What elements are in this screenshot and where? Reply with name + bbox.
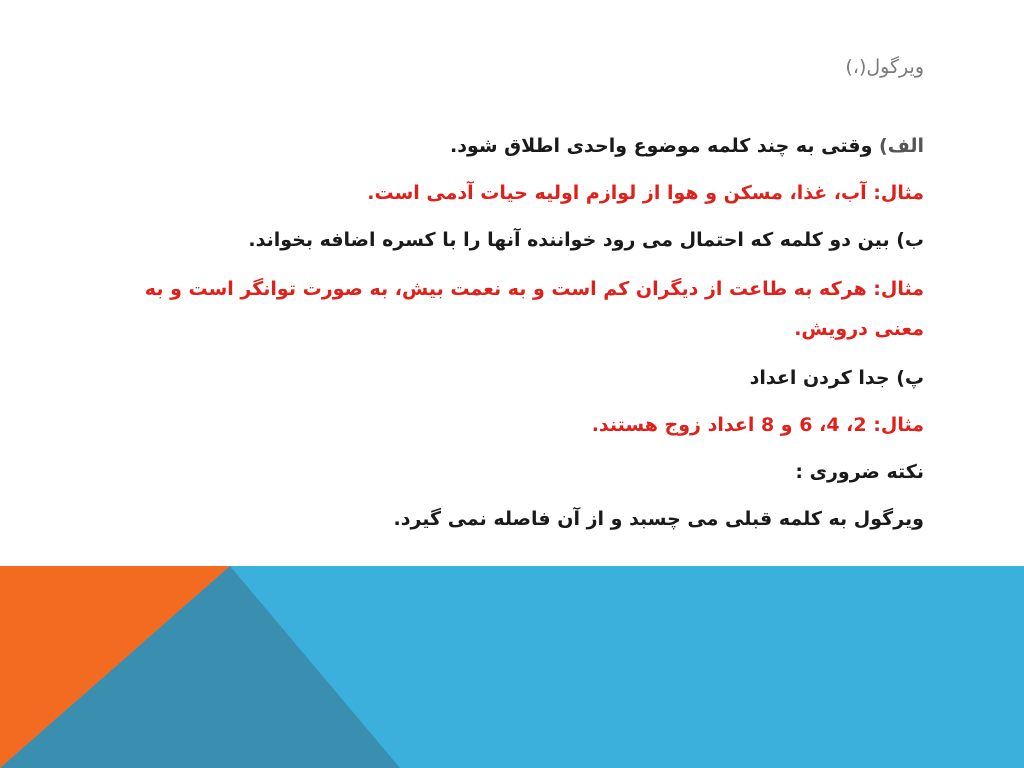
example-label: مثال: — [873, 414, 924, 436]
example-3 — [104, 407, 924, 443]
line-text: جدا کردن اعداد — [749, 367, 890, 389]
slide-title: ویرگول(،) — [845, 56, 924, 78]
line-text: بین دو کلمه که احتمال می رود خواننده آنها را با کسره اضافه بخواند. — [248, 229, 890, 251]
note-text — [104, 501, 924, 537]
example-2 — [104, 269, 924, 349]
slide-content — [104, 128, 924, 548]
footer-decoration — [0, 566, 1024, 768]
line-label: ب) — [896, 229, 924, 251]
note-body-text: ویرگول به کلمه قبلی می چسبد و از آن فاصله نمی گیرد. — [393, 508, 924, 530]
line-alef — [104, 128, 924, 164]
example-label: مثال: — [873, 278, 924, 300]
note-heading-text: نکته ضروری : — [795, 461, 924, 483]
line-text: وقتی به چند کلمه موضوع واحدی اطلاق شود. — [450, 135, 873, 157]
line-label: الف) — [879, 135, 924, 157]
line-label: پ) — [896, 367, 924, 389]
line-pe — [104, 360, 924, 396]
note-heading — [104, 454, 924, 490]
example-text: 2، 4، 6 و 8 اعداد زوج هستند. — [591, 414, 867, 436]
example-1 — [104, 175, 924, 211]
line-be — [104, 222, 924, 258]
example-text: هرکه به طاعت از دیگران کم است و به نعمت بیش، به صورت توانگر است و به معنی درویش. — [144, 278, 924, 340]
example-label: مثال: — [873, 182, 924, 204]
example-text: آب، غذا، مسکن و هوا از لوازم اولیه حیات آدمی است. — [367, 182, 867, 204]
